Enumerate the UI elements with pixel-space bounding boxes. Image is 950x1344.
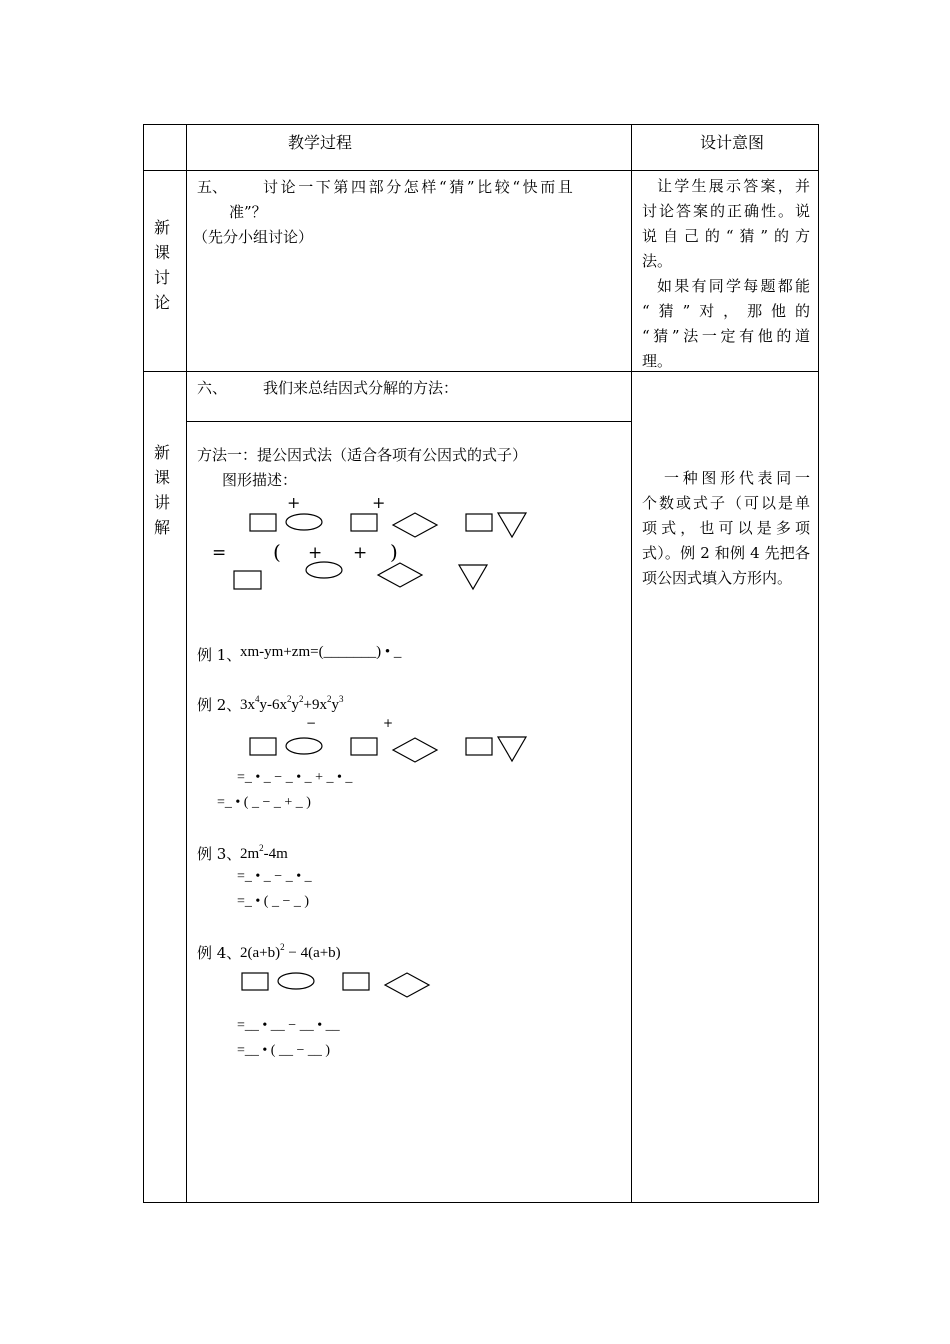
example4-expr: $2(a+b)^2 - 4(a+b)$ (240, 942, 341, 961)
example1-label: 例 1、 (197, 646, 242, 664)
shape-diamond (393, 738, 437, 762)
section2-side-label: 新 课 讲 解 (153, 443, 170, 537)
shape-ellipse (278, 973, 314, 989)
shape-rectangle (351, 738, 377, 755)
shape-rectangle (466, 514, 492, 531)
table-col-divider-2 (631, 124, 632, 1203)
shape-diamond (378, 563, 422, 587)
shape-ellipse (286, 514, 322, 530)
shape-rectangle (343, 973, 369, 990)
example4-line1: =__ • __ − __ • __ (237, 1018, 340, 1033)
shape-diamond (385, 973, 429, 997)
table-col-divider-1 (186, 124, 187, 1203)
example2-minus: − (306, 716, 317, 730)
example3-expr: $2m^2-4m$ (240, 843, 288, 862)
figure-equals: = (212, 543, 227, 563)
section1-note: （先分小组讨论） (193, 228, 314, 246)
shape-ellipse (286, 738, 322, 754)
figure-plus-1: + (287, 493, 301, 512)
table-border-left (143, 124, 144, 1203)
example3-line2: =_ • ( _ − _ ) (237, 894, 310, 909)
shape-rectangle (250, 514, 276, 531)
figure-caption: 图形描述： (222, 471, 298, 489)
section1-side-label: 新 课 讨 论 (153, 218, 170, 312)
example2-plus: + (383, 716, 394, 730)
figure-plus-2: + (372, 493, 386, 512)
section2-item-text: 我们来总结因式分解的方法： (263, 379, 459, 397)
table-border-right (818, 124, 819, 1203)
header-intent: 设计意图 (700, 133, 765, 152)
figure-close-paren: ) (390, 540, 398, 564)
shape-ellipse (306, 562, 342, 578)
table-row-divider-1 (143, 170, 819, 171)
shape-triangle-down (498, 737, 526, 761)
figure-open-paren: ( (273, 540, 281, 564)
example3-label: 例 3、 (197, 845, 242, 863)
table-border-bottom (143, 1202, 819, 1203)
shape-rectangle (242, 973, 268, 990)
example2-line2: =_ • ( _ − _ + _ ) (217, 795, 311, 810)
header-process: 教学过程 (288, 133, 353, 152)
shape-rectangle (234, 571, 261, 589)
section1-item-number: 五、 (197, 178, 228, 196)
shape-rectangle (250, 738, 276, 755)
shape-triangle-down (459, 565, 487, 589)
example2-line1: =_ • _ − _ • _ + _ • _ (237, 770, 353, 785)
example2-label: 例 2、 (197, 696, 242, 714)
shape-triangle-down (498, 513, 526, 537)
example4-label: 例 4、 (197, 944, 242, 962)
example1-expr: xm-ym+zm=(_______) • _ (240, 644, 402, 660)
table-inner-divider (186, 421, 632, 422)
section1-intent: 让学生展示答案，并 讨论答案的正确性。说 说自己的“猜”的方 法。 如果有同学每题都能 “猜”对，那他的 “猜”法一定有他的道 理。 (642, 177, 810, 370)
example4-line2: =__ • ( __ − __ ) (237, 1043, 331, 1058)
example2-expr: $3x^4y-6x^2y^2+9x^2y^3$ (240, 694, 344, 713)
example3-line1: =_ • _ − _ • _ (237, 869, 312, 884)
method1-title: 方法一：提公因式法（适合各项有公因式的式子） (197, 446, 528, 464)
section1-item-text-line1: 讨论一下第四部分怎样“猜”比较“快而且 (263, 178, 576, 196)
section2-intent: 一种图形代表同一 个数或式子（可以是单 项式，也可以是多项 式）。例 2 和例 4 先把各 项公因式填入方形内。 (642, 469, 810, 587)
shape-rectangle (466, 738, 492, 755)
figure-plus-3: + (308, 543, 323, 563)
section2-item-number: 六、 (197, 379, 228, 397)
section1-item-text-line2: 准”？ (229, 203, 267, 221)
shape-diamond (393, 513, 437, 537)
table-border-top (143, 124, 819, 125)
figure-plus-4: + (353, 543, 368, 563)
shape-rectangle (351, 514, 377, 531)
